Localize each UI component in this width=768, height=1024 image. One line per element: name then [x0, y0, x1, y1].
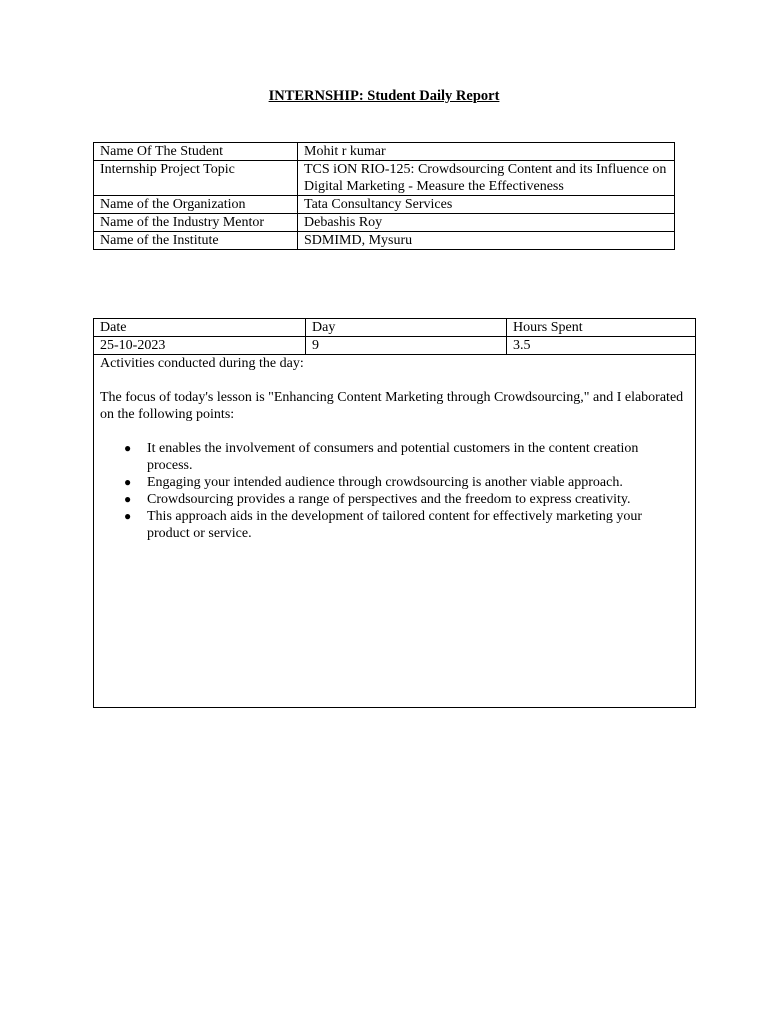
activities-heading: Activities conducted during the day: [100, 356, 304, 371]
date-value: 25-10-2023 [94, 337, 306, 355]
activities-focus-text: The focus of today's lesson is "Enhancing Content Marketing through Crowdsourcing," and I elaborated on the following points: [100, 390, 684, 422]
bullet-icon: ● [124, 441, 132, 455]
list-item [124, 440, 681, 474]
table-row [94, 196, 675, 214]
table-row [94, 161, 675, 196]
project-topic-value: TCS iON RIO-125: Crowdsourcing Content and its Influence on Digital Marketing - Measure the Effectiveness [298, 161, 675, 196]
list-item [124, 491, 681, 508]
student-info-table [93, 142, 675, 250]
hours-value: 3.5 [507, 337, 696, 355]
industry-mentor-value: Debashis Roy [298, 214, 675, 232]
table-row [94, 232, 675, 250]
activities-points-list [100, 440, 695, 542]
organization-label: Name of the Organization [94, 196, 298, 214]
bullet-icon: ● [124, 475, 132, 489]
table-row [94, 143, 675, 161]
student-name-value: Mohit r kumar [298, 143, 675, 161]
activity-point-text: Engaging your intended audience through crowdsourcing is another viable approach. [147, 475, 623, 490]
daily-log-table [93, 318, 696, 708]
day-header: Day [306, 319, 507, 337]
activity-point-text: It enables the involvement of consumers and potential customers in the content creation process. [147, 441, 639, 473]
bullet-icon: ● [124, 492, 132, 506]
day-value: 9 [306, 337, 507, 355]
hours-header: Hours Spent [507, 319, 696, 337]
institute-value: SDMIMD, Mysuru [298, 232, 675, 250]
project-topic-label: Internship Project Topic [94, 161, 298, 196]
activities-cell [94, 355, 696, 708]
list-item [124, 508, 681, 542]
bullet-icon: ● [124, 509, 132, 523]
activities-row [94, 355, 696, 708]
date-header: Date [94, 319, 306, 337]
page-title: INTERNSHIP: Student Daily Report [268, 88, 500, 104]
table-row [94, 337, 696, 355]
student-name-label: Name Of The Student [94, 143, 298, 161]
activity-point-text: Crowdsourcing provides a range of perspectives and the freedom to express creativity. [147, 492, 631, 507]
table-row [94, 214, 675, 232]
organization-value: Tata Consultancy Services [298, 196, 675, 214]
institute-label: Name of the Institute [94, 232, 298, 250]
list-item [124, 474, 681, 491]
industry-mentor-label: Name of the Industry Mentor [94, 214, 298, 232]
activity-point-text: This approach aids in the development of tailored content for effectively marketing your product or service. [147, 509, 643, 541]
table-header-row [94, 319, 696, 337]
